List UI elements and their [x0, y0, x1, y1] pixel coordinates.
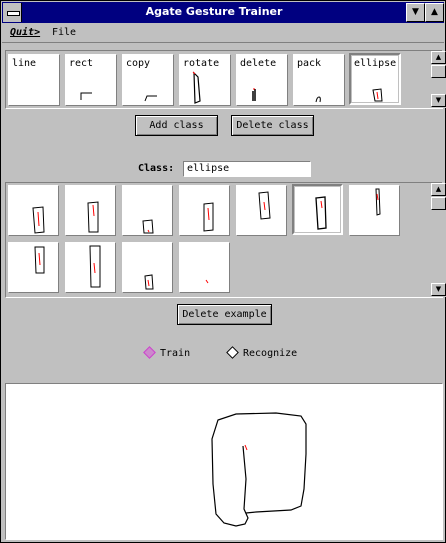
gesture-preview [123, 55, 175, 107]
menu-file[interactable]: File [52, 27, 77, 38]
class-list-scrollbar[interactable] [431, 51, 446, 108]
example-thumb[interactable] [65, 242, 116, 293]
scroll-thumb[interactable] [431, 197, 446, 210]
add-class-button[interactable]: Add class [135, 115, 218, 136]
train-radio[interactable] [145, 348, 190, 359]
class-label: line [12, 58, 37, 69]
minimize-button[interactable]: ▼ [406, 3, 425, 22]
recognize-radio[interactable] [228, 348, 297, 359]
class-name-field[interactable]: ellipse [183, 161, 311, 177]
gesture-preview [294, 55, 346, 107]
gesture-preview [180, 243, 231, 294]
example-thumb-selected[interactable] [292, 184, 343, 235]
example-thumb[interactable] [236, 185, 287, 236]
radio-indicator-icon [143, 346, 156, 359]
recognize-label: Recognize [243, 348, 298, 359]
scroll-down-button[interactable]: ▼ [431, 94, 446, 107]
example-thumb[interactable] [122, 242, 173, 293]
example-thumb[interactable] [8, 185, 59, 236]
gesture-preview [294, 186, 345, 237]
gesture-preview [237, 55, 289, 107]
class-thumb-ellipse[interactable] [349, 53, 401, 105]
class-label: rotate [183, 58, 220, 69]
examples-scrollbar[interactable] [431, 183, 446, 297]
system-menu-icon[interactable] [3, 3, 22, 22]
example-thumb[interactable] [122, 185, 173, 236]
scroll-up-button[interactable]: ▲ [431, 51, 446, 64]
gesture-preview [237, 186, 288, 237]
gesture-preview [9, 186, 60, 237]
class-label: delete [240, 58, 277, 69]
gesture-preview [123, 186, 174, 237]
example-thumb[interactable] [349, 185, 400, 236]
gesture-preview [350, 186, 401, 237]
menu-bar [2, 23, 444, 43]
gesture-preview [66, 186, 117, 237]
scroll-thumb[interactable] [431, 65, 446, 78]
maximize-button[interactable]: ▲ [425, 3, 444, 22]
class-thumb-rect[interactable] [65, 54, 117, 106]
class-field-label: Class: [138, 163, 175, 174]
title-bar [2, 2, 444, 23]
class-label: copy [126, 58, 151, 69]
scroll-down-button[interactable]: ▼ [431, 283, 446, 296]
gesture-drawing-canvas[interactable] [5, 383, 443, 540]
class-thumb-pack[interactable] [293, 54, 345, 106]
class-list-panel [5, 50, 443, 109]
class-thumb-delete[interactable] [236, 54, 288, 106]
class-label: pack [297, 58, 322, 69]
class-label: rect [69, 58, 94, 69]
class-thumb-line[interactable] [8, 54, 60, 106]
class-thumb-rotate[interactable] [179, 54, 231, 106]
gesture-preview [66, 243, 117, 294]
gesture-preview [180, 186, 231, 237]
gesture-preview [123, 243, 174, 294]
radio-indicator-icon [226, 346, 239, 359]
gesture-preview [180, 55, 232, 107]
gesture-stroke [6, 384, 442, 539]
example-thumb[interactable] [179, 242, 230, 293]
gesture-preview [66, 55, 118, 107]
delete-class-button[interactable]: Delete class [231, 115, 314, 136]
gesture-preview [9, 243, 60, 294]
class-thumb-copy[interactable] [122, 54, 174, 106]
scroll-up-button[interactable]: ▲ [431, 183, 446, 196]
class-label: ellipse [354, 58, 397, 69]
example-thumb[interactable] [8, 242, 59, 293]
example-thumb[interactable] [179, 185, 230, 236]
window-title: Agate Gesture Trainer [145, 5, 283, 18]
train-label: Train [160, 348, 191, 359]
delete-example-button[interactable]: Delete example [177, 304, 272, 325]
menu-quit[interactable]: Quit> [10, 27, 41, 38]
example-thumb[interactable] [65, 185, 116, 236]
examples-panel [5, 182, 443, 298]
gesture-preview [351, 55, 403, 107]
